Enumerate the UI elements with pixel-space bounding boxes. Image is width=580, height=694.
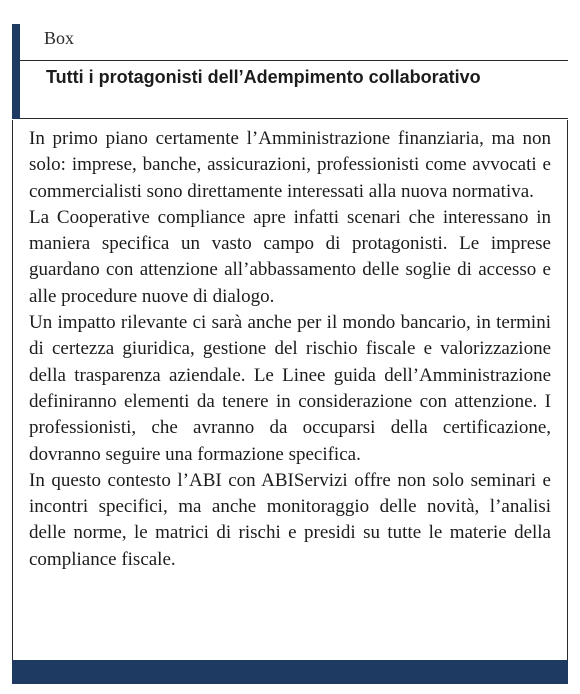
box-text <box>29 126 551 573</box>
paragraph-3: Un impatto rilevante ci sarà anche per il mondo bancario, in termini di certezza giuridica, gestione del rischio fiscale e valorizzazione della trasparenza aziendale. Le Linee guida dell’Amministrazione definiranno elementi da tenere in considerazione con attenzione. I professionisti, che avranno da occuparsi della certificazione, dovranno seguire una formazione specifica. <box>29 312 551 465</box>
paragraph-2: La Cooperative compliance apre infatti scenari che interessano in maniera specifica un vasto campo di protagonisti. Le imprese guardano con attenzione all’abbassamento delle soglie di accesso e alle procedure nuove di dialogo. <box>29 206 551 307</box>
box-accent-bar <box>12 24 20 119</box>
paragraph-4: In questo contesto l’ABI con ABIServizi offre non solo seminari e incontri specifici, ma anche monitoraggio delle novità, l’analisi delle norme, le matrici di rischi e presidi su tutte le materie della compliance fiscale. <box>29 469 551 570</box>
title-divider <box>20 60 568 61</box>
box-footer-bar <box>12 660 568 684</box>
header-bottom-divider <box>20 118 568 119</box>
box-label: Box <box>44 28 75 48</box>
box-body <box>12 120 568 660</box>
box-header <box>12 24 568 119</box>
box-title: Tutti i protagonisti dell’Adempimento collaborativo <box>46 67 481 87</box>
paragraph-1: In primo piano certamente l’Amministrazione finanziaria, ma non solo: imprese, banche, assicurazioni, professionisti come avvocati e commercialisti sono direttamente interessati alla nuova normativa. <box>29 128 551 202</box>
